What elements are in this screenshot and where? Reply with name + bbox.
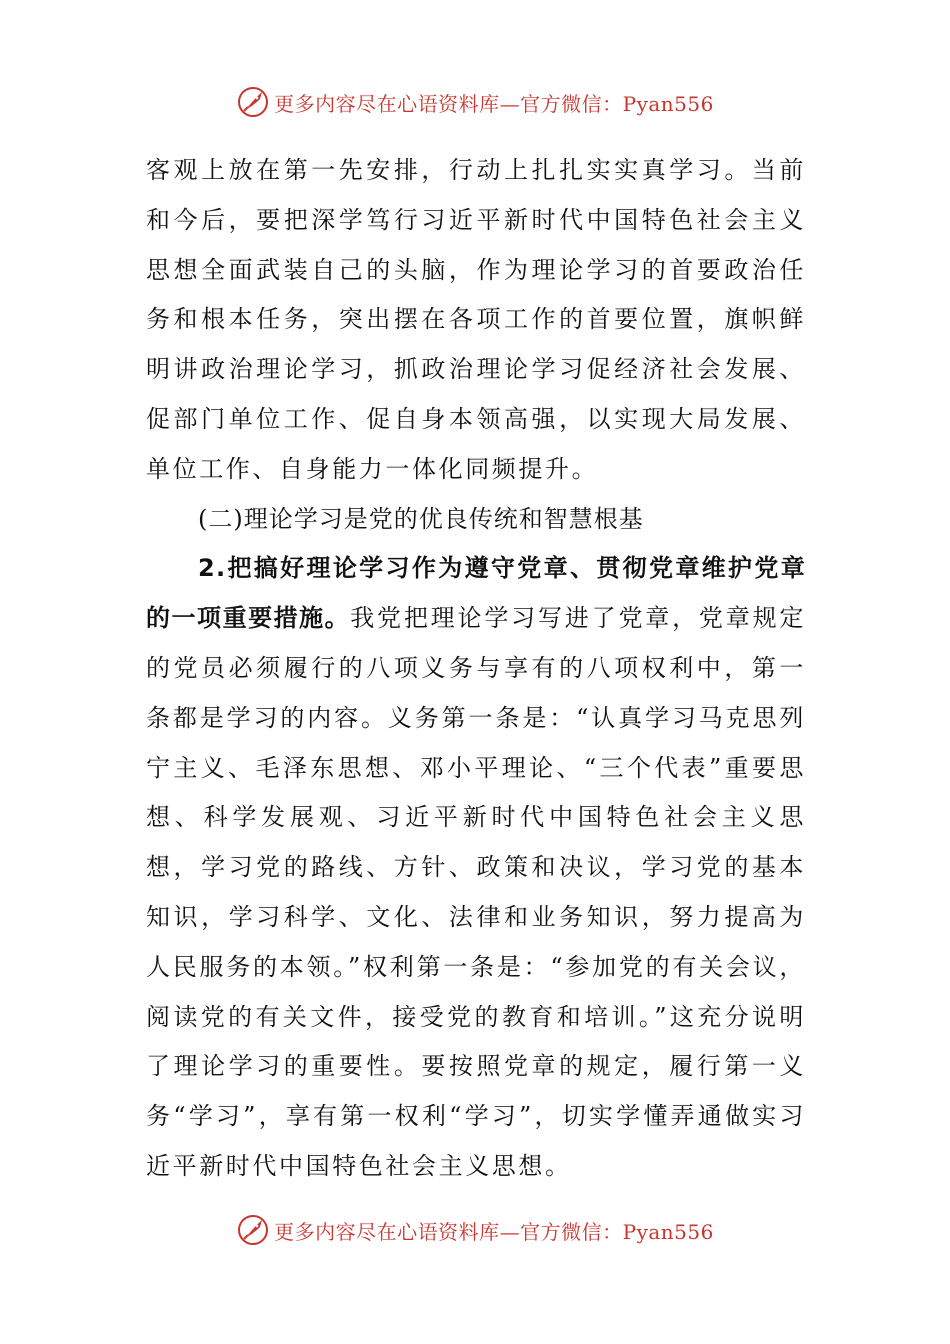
pen-logo-icon: [236, 85, 270, 119]
document-body: [146, 146, 806, 1192]
footer-watermark: [0, 1208, 950, 1252]
paragraph-2-bold-lead: 2.把搞好理论学习作为遵守党章、贯彻党章维护党章的一项重要措施。: [146, 554, 806, 633]
footer-watermark-text: 更多内容尽在心语资料库—官方微信：Pyan556: [274, 1219, 714, 1244]
paragraph-2: [146, 544, 806, 1191]
header-watermark-text: 更多内容尽在心语资料库—官方微信：Pyan556: [274, 91, 714, 116]
section-heading-2: (二)理论学习是党的优良传统和智慧根基: [198, 504, 644, 533]
paragraph-1: 客观上放在第一先安排，行动上扎扎实实真学习。当前和今后，要把深学笃行习近平新时代中国特色社会主义思想全面武装自己的头脑，作为理论学习的首要政治任务和根本任务，突出摆在各项工作的首要位置，旗帜鲜明讲政治理论学习，抓政治理论学习促经济社会发展、促部门单位工作、促自身本领高强，以实现大局发展、单位工作、自身能力一体化同频提升。: [146, 156, 806, 483]
header-watermark: [0, 80, 950, 124]
paragraph-2-text: 我党把理论学习写进了党章，党章规定的党员必须履行的八项义务与享有的八项权利中，第一条都是学习的内容。义务第一条是：“认真学习马克思列宁主义、毛泽东思想、邓小平理论、“三个代表”重要思想、科学发展观、习近平新时代中国特色社会主义思想，学习党的路线、方针、政策和决议，学习党的基本知识，学习科学、文化、法律和业务知识，努力提高为人民服务的本领。”权利第一条是：“参加党的有关会议，阅读党的有关文件，接受党的教育和培训。”这充分说明了理论学习的重要性。要按照党章的规定，履行第一义务“学习”，享有第一权利“学习”，切实学懂弄通做实习近平新时代中国特色社会主义思想。: [146, 604, 806, 1180]
pen-logo-icon: [236, 1213, 270, 1247]
